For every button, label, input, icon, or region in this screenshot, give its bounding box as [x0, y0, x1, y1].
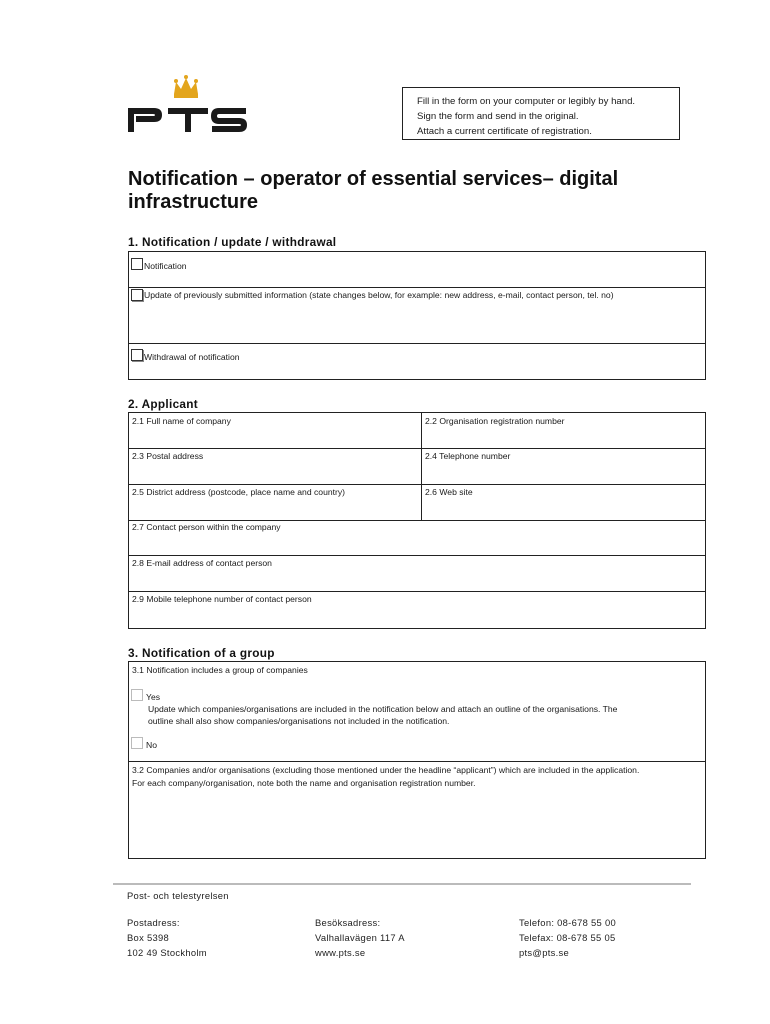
notification-label: Notification [144, 261, 187, 271]
yes-checkbox[interactable] [131, 689, 143, 701]
divider [128, 591, 706, 592]
footer-line: Box 5398 [127, 932, 170, 943]
footer-line: Valhallavägen 117 A [315, 932, 405, 943]
group-box [128, 661, 706, 859]
instructions-box [402, 87, 680, 140]
no-checkbox[interactable] [131, 737, 143, 749]
update-label: Update of previously submitted information (state changes below, for example: new address, e-mail, contact person, tel. no) [144, 290, 614, 300]
yes-label: Yes [146, 692, 161, 702]
notification-checkbox[interactable] [131, 258, 143, 270]
footer-visit [315, 915, 405, 960]
footer-line: 102 49 Stockholm [127, 947, 207, 958]
website-field[interactable]: 2.6 Web site [425, 487, 473, 497]
org-number-field[interactable]: 2.2 Organisation registration number [425, 416, 565, 426]
contact-person-field[interactable]: 2.7 Contact person within the company [132, 522, 281, 532]
crown-icon [126, 74, 250, 136]
footer-org: Post- och telestyrelsen [127, 890, 229, 901]
footer-divider [113, 883, 691, 885]
update-checkbox[interactable] [131, 289, 143, 301]
footer-contact [519, 915, 616, 960]
withdrawal-label: Withdrawal of notification [144, 352, 240, 362]
telephone-field[interactable]: 2.4 Telephone number [425, 451, 511, 461]
footer-line: Postadress: [127, 917, 180, 928]
instruction-line: Sign the form and send in the original. [417, 111, 579, 122]
footer-line: Besöksadress: [315, 917, 381, 928]
footer-line: Telefon: 08-678 55 00 [519, 917, 616, 928]
divider [128, 520, 706, 521]
footer-postal [127, 915, 207, 960]
footer-email-link[interactable]: pts@pts.se [519, 947, 570, 958]
divider [128, 484, 706, 485]
page-title: Notification – operator of essential services– digital infrastructure [128, 168, 619, 213]
instruction-line: Fill in the form on your computer or legibly by hand. [417, 96, 636, 107]
divider [128, 448, 706, 449]
footer-line: Telefax: 08-678 55 05 [519, 932, 616, 943]
district-address-field[interactable]: 2.5 District address (postcode, place name and country) [132, 487, 346, 497]
group-question: 3.1 Notification includes a group of companies [132, 665, 308, 675]
divider [128, 761, 706, 762]
divider [128, 555, 706, 556]
companies-field-hint: For each company/organisation, note both the name and organisation registration number. [132, 778, 476, 788]
section-1-heading: 1. Notification / update / withdrawal [128, 235, 337, 249]
full-name-field[interactable]: 2.1 Full name of company [132, 416, 231, 426]
section-2-heading: 2. Applicant [128, 397, 199, 411]
footer-link[interactable]: www.pts.se [315, 947, 366, 958]
divider [128, 287, 706, 288]
yes-description: outline shall also show companies/organisations not included in the notification. [148, 716, 450, 726]
withdrawal-checkbox[interactable] [131, 349, 143, 361]
contact-email-field[interactable]: 2.8 E-mail address of contact person [132, 558, 272, 568]
contact-mobile-field[interactable]: 2.9 Mobile telephone number of contact person [132, 594, 312, 604]
divider [128, 343, 706, 344]
yes-description: Update which companies/organisations are included in the notification below and attach an outline of the organisations. The [148, 704, 618, 714]
postal-address-field[interactable]: 2.3 Postal address [132, 451, 204, 461]
no-label: No [146, 740, 157, 750]
instruction-line: Attach a current certificate of registration. [417, 126, 592, 137]
pts-logo [126, 74, 250, 136]
companies-field-label[interactable]: 3.2 Companies and/or organisations (excluding those mentioned under the headline “applicant”) which are included in the application. [132, 765, 640, 775]
section-3-heading: 3. Notification of a group [128, 646, 275, 660]
divider [421, 412, 422, 520]
